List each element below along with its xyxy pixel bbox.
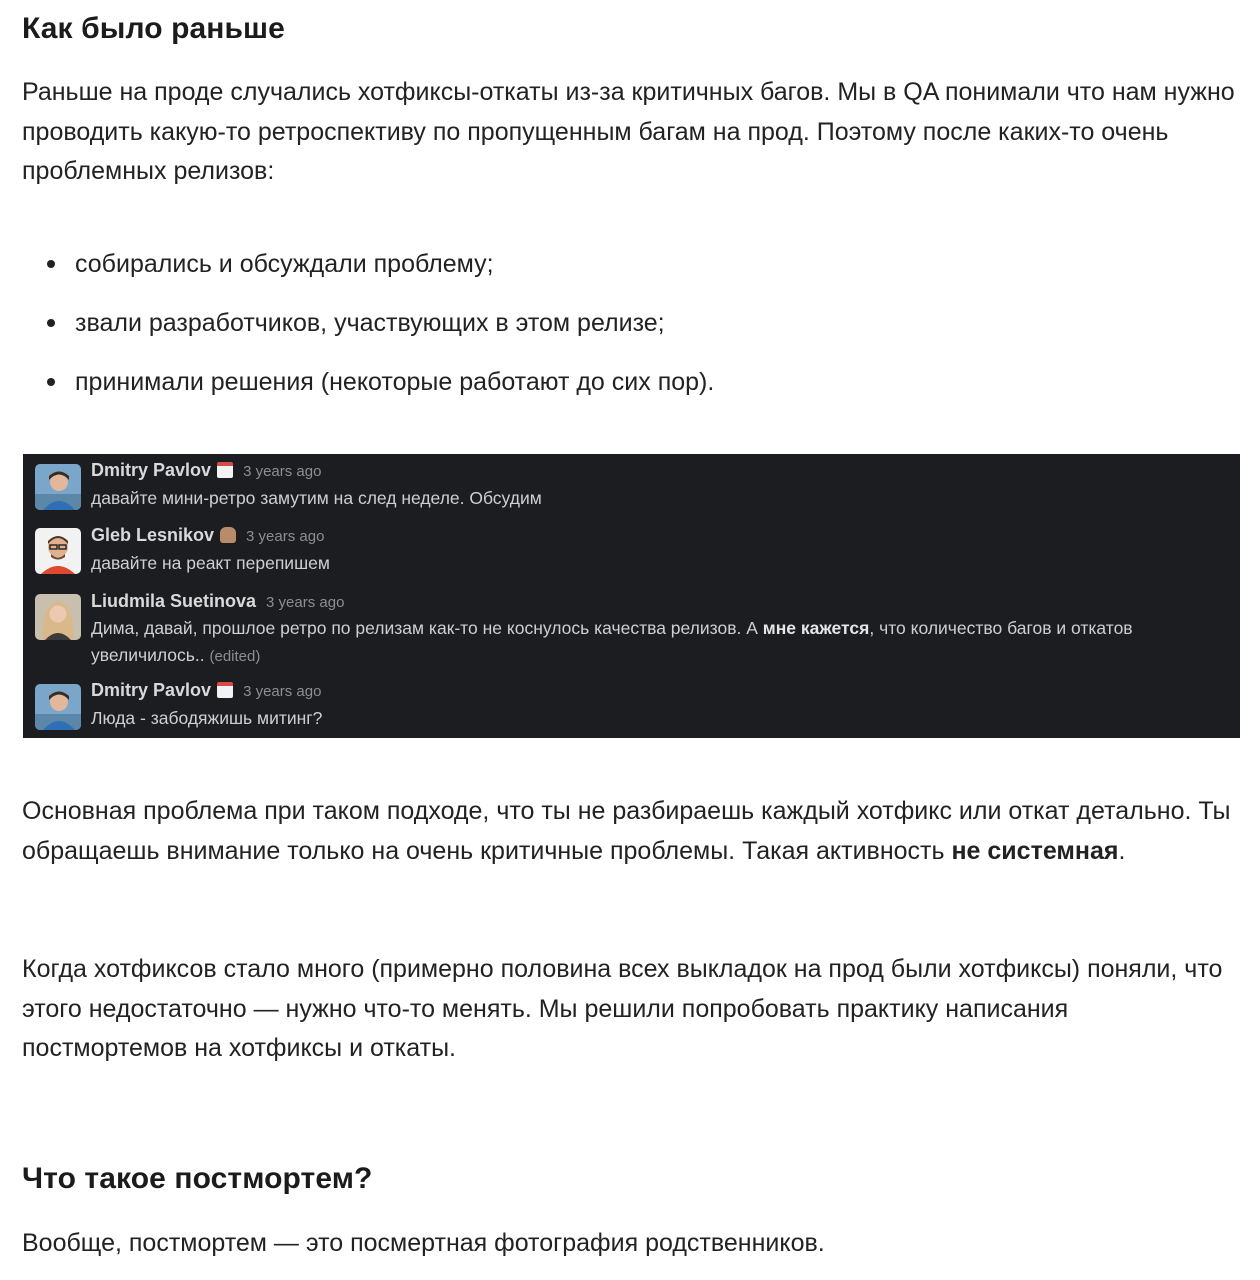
message-header bbox=[91, 525, 324, 549]
problem-bold-text: не системная bbox=[951, 836, 1119, 865]
author-name[interactable]: Dmitry Pavlov bbox=[91, 460, 212, 480]
message-text: давайте мини-ретро замутим на след неделе. Обсудим bbox=[91, 488, 542, 508]
definition-paragraph: Вообще, постмортем — это посмертная фотография родственников. bbox=[22, 1229, 825, 1257]
section-heading: Как было раньше bbox=[22, 12, 285, 45]
author-name[interactable]: Liudmila Suetinova bbox=[91, 591, 257, 611]
section-heading: Что такое постмортем? bbox=[22, 1162, 373, 1195]
message-text: Люда - забодяжишь митинг? bbox=[91, 708, 323, 728]
timestamp[interactable]: 3 years ago bbox=[243, 463, 322, 480]
intro-paragraph: Раньше на проде случались хотфиксы-откаты из-за критичных багов. Мы в QA понимали что нам нужно проводить какую-то ретроспективу по пропущенным багам на прод. Поэтому после каких-то очень проблемных релизов: bbox=[22, 78, 1235, 185]
bullet-dot-icon bbox=[47, 378, 55, 386]
problem-text: Основная проблема при таком подходе, что ты не разбираешь каждый хотфикс или откат детально. Ты обращаешь внимание только на очень критичные проблемы. Такая активность bbox=[22, 797, 1231, 865]
bullet-list bbox=[22, 244, 714, 421]
bullet-item bbox=[22, 362, 714, 421]
calendar-emoji-icon bbox=[217, 462, 233, 478]
timestamp[interactable]: 3 years ago bbox=[266, 594, 345, 611]
avatar bbox=[35, 528, 81, 574]
message-header bbox=[91, 591, 344, 615]
message-text bbox=[91, 615, 1231, 670]
bullet-dot-icon bbox=[47, 260, 55, 268]
calendar-emoji-icon bbox=[217, 682, 233, 698]
hotfix-paragraph: Когда хотфиксов стало много (примерно половина всех выкладок на прод были хотфиксы) поняли, что этого недостаточно — нужно что-то менять. Мы решили попробовать практику написания постмортемов на хотфиксы и откаты. bbox=[22, 955, 1223, 1062]
avatar bbox=[35, 464, 81, 510]
chat-screenshot bbox=[23, 454, 1240, 738]
bullet-item bbox=[22, 303, 714, 362]
bullet-text: принимали решения (некоторые работают до сих пор). bbox=[75, 368, 715, 396]
message-text-part: Дима, давай, прошлое ретро по релизам как-то не коснулось качества релизов. А bbox=[91, 618, 763, 638]
bullet-item bbox=[22, 244, 714, 303]
problem-paragraph bbox=[22, 792, 1237, 871]
message-text-part: , что количество багов и откатов увеличилось.. bbox=[91, 618, 1133, 665]
timestamp[interactable]: 3 years ago bbox=[243, 683, 322, 700]
timestamp[interactable]: 3 years ago bbox=[246, 528, 325, 545]
message-header bbox=[91, 680, 321, 704]
bullet-text: собирались и обсуждали проблему; bbox=[75, 250, 494, 278]
problem-text-end: . bbox=[1118, 836, 1126, 865]
author-name[interactable]: Gleb Lesnikov bbox=[91, 525, 215, 545]
message-text: давайте на реакт перепишем bbox=[91, 553, 330, 573]
author-name[interactable]: Dmitry Pavlov bbox=[91, 680, 212, 700]
avatar bbox=[35, 684, 81, 730]
message-header bbox=[91, 460, 321, 484]
message-text-bold: мне кажется bbox=[762, 618, 870, 638]
bullet-dot-icon bbox=[47, 319, 55, 327]
hand-emoji-icon bbox=[220, 527, 236, 543]
bullet-text: звали разработчиков, участвующих в этом релизе; bbox=[75, 309, 665, 337]
edited-label: (edited) bbox=[209, 648, 261, 665]
avatar bbox=[35, 594, 81, 640]
